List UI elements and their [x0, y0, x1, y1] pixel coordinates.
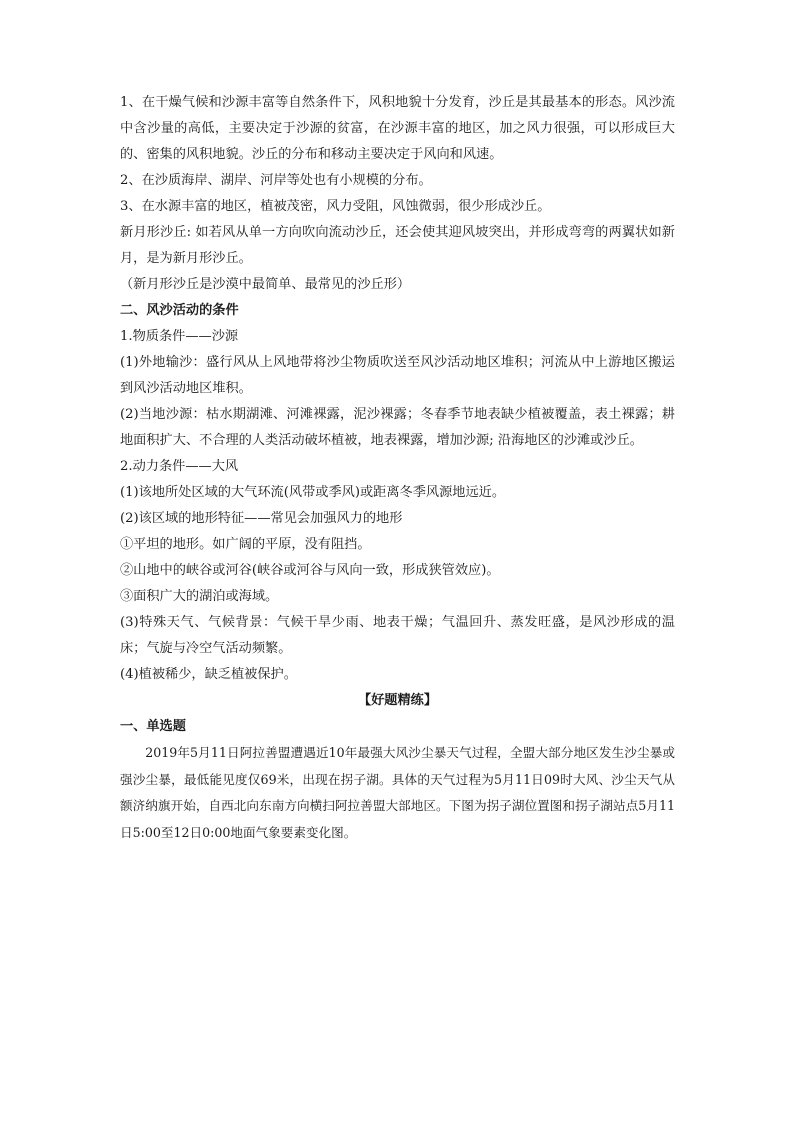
subheading-dynamic-conditions: 2.动力条件——大风	[120, 459, 239, 474]
list-item-valley: ②山地中的峡谷或河谷(峡谷或河谷与风向一致，形成狭管效应)。	[120, 563, 500, 578]
paragraph-water-rich-areas: 3、在水源丰富的地区，植被茂密，风力受阻，风蚀微弱，很少形成沙丘。	[120, 199, 551, 214]
paragraph-atmospheric-circulation: (1)该地所处区域的大气环流(风带或季风)或距离冬季风源地远近。	[120, 485, 506, 500]
document-page	[120, 90, 675, 846]
paragraph-external-sand: (1)外地输沙：盛行风从上风地带将沙尘物质吹送至风沙活动地区堆积；河流从中上游地区搬运到风沙活动地区堆积。	[120, 355, 675, 396]
paragraph-terrain-features: (2)该区域的地形特征——常见会加强风力的地形	[120, 511, 403, 526]
list-item-lakes-seas: ③面积广大的湖泊或海域。	[120, 589, 279, 604]
paragraph-barchan-definition: 新月形沙丘: 如若风从单一方向吹向流动沙丘，还会使其迎风坡突出，并形成弯弯的两翼状如新月，是为新月形沙丘。	[120, 225, 675, 266]
paragraph-sparse-vegetation: (4)植被稀少，缺乏植被保护。	[120, 667, 297, 682]
paragraph-exercise-intro: 2019年5月11日阿拉善盟遭遇近10年最强大风沙尘暴天气过程，全盟大部分地区发生沙尘暴或强沙尘暴，最低能见度仅69米，出现在拐子湖。具体的天气过程为5月11日09时大风、沙尘天气从额济纳旗开始，自西北向东南方向横扫阿拉善盟大部地区。下图为拐子湖位置图和拐子湖站点5月11日5:00至12日0:00地面气象要素变化图。	[120, 745, 675, 840]
paragraph-dune-formation: 1、在干燥气候和沙源丰富等自然条件下，风积地貌十分发育，沙丘是其最基本的形态。风沙流中含沙量的高低，主要决定于沙源的贫富，在沙源丰富的地区，加之风力很强，可以形成巨大的、密集的风积地貌。沙丘的分布和移动主要决定于风向和风速。	[120, 95, 675, 162]
section-title-practice: 【好题精练】	[357, 693, 438, 708]
paragraph-local-sand: (2)当地沙源：枯水期湖滩、河滩裸露，泥沙裸露；冬春季节地表缺少植被覆盖，表土裸露；耕地面积扩大、不合理的人类活动破坏植被，地表裸露，增加沙源; 沿海地区的沙滩或沙丘。	[120, 407, 675, 448]
list-item-flat-terrain: ①平坦的地形。如广阔的平原，没有阻挡。	[120, 537, 371, 552]
paragraph-barchan-note: （新月形沙丘是沙漠中最简单、最常见的沙丘形）	[120, 277, 411, 292]
paragraph-weather-background: (3)特殊天气、气候背景：气候干旱少雨、地表干燥；气温回升、蒸发旺盛，是风沙形成的温床；气旋与冷空气活动频繁。	[120, 615, 675, 656]
section-heading-conditions: 二、风沙活动的条件	[120, 303, 239, 318]
subheading-material-conditions: 1.物质条件——沙源	[120, 329, 239, 344]
section-heading-single-choice: 一、单选题	[120, 719, 186, 734]
paragraph-small-scale-distribution: 2、在沙质海岸、湖岸、河岸等处也有小规模的分布。	[120, 173, 432, 188]
